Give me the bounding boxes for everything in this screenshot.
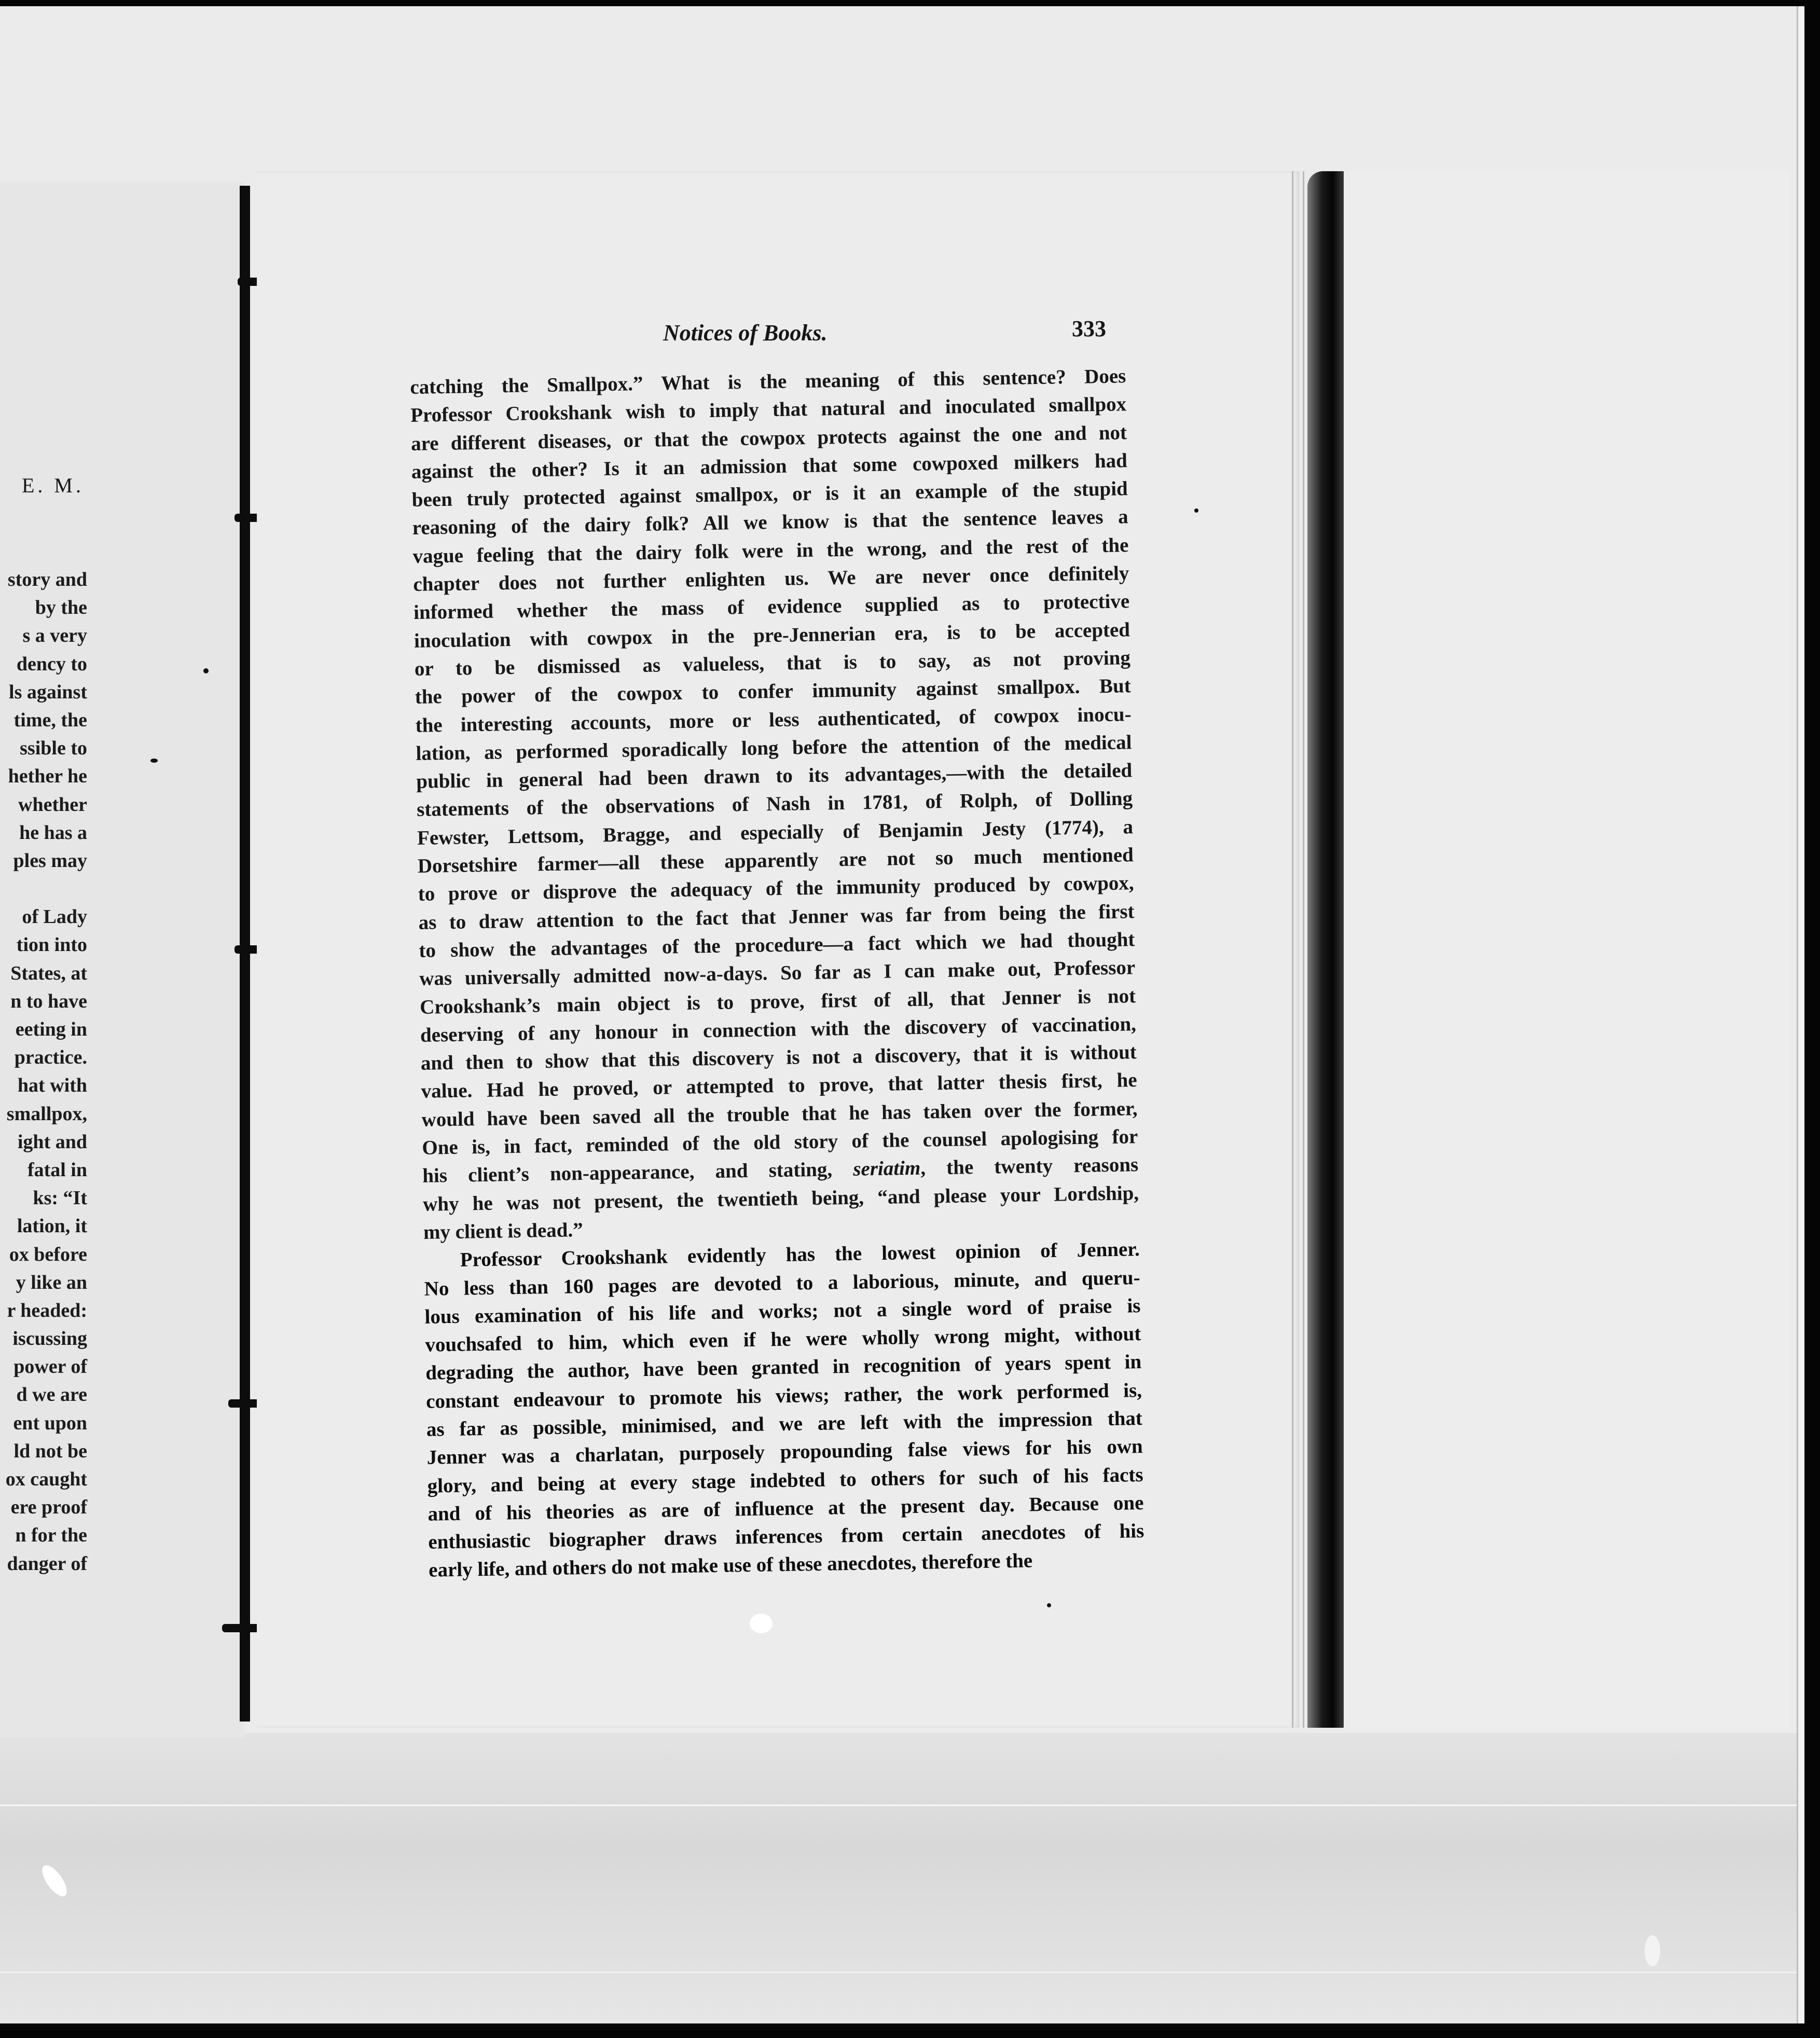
text-line: enthusiastic biographer draws inferences from certain anecdotes of his bbox=[428, 1520, 1145, 1553]
scanner-bed-line bbox=[0, 1805, 1804, 1806]
scanner-bed-band bbox=[0, 1733, 1804, 2023]
book-spine-edge bbox=[1307, 171, 1344, 1728]
text-line: vague feeling that the dairy folk were in the wrong, and the rest of the bbox=[412, 534, 1129, 568]
previous-page-line: he has a bbox=[19, 821, 87, 844]
previous-page-line: ox before bbox=[9, 1243, 87, 1265]
text-line: Professor Crookshank wish to imply that natural and inoculated smallpox bbox=[410, 393, 1127, 427]
previous-page-line: story and bbox=[7, 569, 87, 590]
text-line: vouchsafed to him, which even if he were wholly wrong might, without bbox=[425, 1323, 1141, 1356]
text-line: against the other? Is it an admission that some cowpoxed milkers had bbox=[411, 449, 1128, 483]
previous-page-line: ks: “It bbox=[33, 1187, 87, 1209]
previous-page-line: d we are bbox=[16, 1384, 87, 1406]
text-line: glory, and being at every stage indebted to others for such of his facts bbox=[427, 1463, 1143, 1497]
text-line: public in general had been drawn to its advantages,—with the detailed bbox=[416, 759, 1133, 793]
scan-speck bbox=[1645, 1935, 1660, 1966]
text-line: lation, as performed sporadically long before the attention of the medical bbox=[416, 731, 1132, 765]
text-line: why he was not present, the twentieth being, “and please your Lordship, bbox=[422, 1181, 1139, 1216]
text-line: One is, in fact, reminded of the old story of the counsel apologising for bbox=[422, 1125, 1138, 1159]
frame-edge-right bbox=[1804, 0, 1820, 2038]
text-line: informed whether the mass of evidence supplied as to protective bbox=[413, 590, 1130, 624]
text-line: statements of the observations of Nash in 1781, of Rolph, of Dolling bbox=[416, 787, 1133, 821]
text-line: deserving of any honour in connection with the discovery of vaccination, bbox=[420, 1012, 1137, 1046]
text-line: the interesting accounts, more or less authenticated, of cowpox inocu- bbox=[415, 703, 1132, 737]
previous-page-line: ent upon bbox=[13, 1412, 87, 1434]
previous-page-line: n for the bbox=[15, 1524, 87, 1547]
previous-page-line: eeting in bbox=[15, 1018, 87, 1040]
previous-page-line: dency to bbox=[16, 653, 87, 675]
scan-speck bbox=[750, 1614, 773, 1633]
text-line: value. Had he proved, or attempted to prove, that latter thesis first, he bbox=[421, 1069, 1137, 1103]
text-line: was universally admitted now-a-days. So far as I can make out, Professor bbox=[419, 956, 1136, 990]
running-head: Notices of Books. bbox=[663, 320, 828, 346]
previous-page-line: practice. bbox=[14, 1046, 87, 1069]
previous-page-line: power of bbox=[13, 1356, 87, 1378]
text-line: my client is dead.” bbox=[423, 1218, 583, 1244]
binding-gutter bbox=[240, 186, 250, 1722]
previous-page-line: y like an bbox=[16, 1271, 87, 1293]
previous-page-line: ssible to bbox=[20, 737, 87, 760]
text-line: Dorsetshire farmer—all these apparently are not so much mentioned bbox=[417, 844, 1134, 877]
text-line: reasoning of the dairy folk? All we know is that the sentence leaves a bbox=[412, 505, 1128, 540]
page-number: 333 bbox=[1072, 316, 1106, 341]
text-line: his client’s non-appearance, and stating, seriatim, the twenty reasons bbox=[422, 1153, 1139, 1188]
text-line: chapter does not further enlighten us. We are never once definitely bbox=[413, 562, 1129, 596]
text-line: degrading the author, have been granted in recognition of years spent in bbox=[425, 1351, 1142, 1385]
previous-page-line: iscussing bbox=[12, 1328, 87, 1350]
previous-page-line: hat with bbox=[17, 1075, 87, 1097]
text-line: No less than 160 pages are devoted to a laborious, minute, and queru- bbox=[424, 1266, 1140, 1300]
scan-edge bbox=[1797, 0, 1804, 2023]
text-line: Crookshank’s main object is to prove, first of all, that Jenner is not bbox=[419, 984, 1136, 1018]
previous-page-line: by the bbox=[35, 597, 87, 619]
previous-page-running-head: E. M. bbox=[22, 474, 84, 497]
text-line: Jenner was a charlatan, purposely propounding false views for his own bbox=[426, 1435, 1143, 1469]
body-text bbox=[410, 362, 1145, 1585]
scanner-bed-line bbox=[0, 1972, 1804, 1973]
text-line: lous examination of his life and works; not a single word of praise is bbox=[424, 1294, 1141, 1328]
previous-page-line bbox=[0, 875, 87, 903]
ink-dot bbox=[150, 759, 158, 763]
frame-edge-top bbox=[0, 0, 1820, 6]
text-line: as far as possible, minimised, and we are left with the impression that bbox=[426, 1407, 1143, 1441]
text-line: and of his theories as are of influence at the present day. Because one bbox=[428, 1491, 1144, 1525]
text-line: Professor Crookshank evidently has the lowest opinion of Jenner. bbox=[460, 1238, 1140, 1271]
text-line: the power of the cowpox to confer immunity against smallpox. But bbox=[415, 674, 1131, 709]
previous-page-line: s a very bbox=[22, 625, 87, 647]
text-line: or to be dismissed as valueless, that is to say, as not proving bbox=[414, 646, 1131, 680]
text-line: would have been saved all the trouble that he has taken over the former, bbox=[421, 1097, 1138, 1131]
previous-page-line: ere proof bbox=[10, 1496, 87, 1519]
text-line: and then to show that this discovery is not a discovery, that it is without bbox=[420, 1041, 1137, 1075]
previous-page-line: tion into bbox=[16, 934, 87, 956]
text-line: to show the advantages of the procedure—a fact which we had thought bbox=[419, 928, 1135, 962]
previous-page-line: hether he bbox=[8, 765, 87, 788]
previous-page-line: ld not be bbox=[13, 1440, 87, 1462]
previous-page-line: n to have bbox=[10, 990, 87, 1012]
ink-dot bbox=[1194, 508, 1198, 513]
previous-page-line: time, the bbox=[13, 709, 87, 731]
ink-dot bbox=[1047, 1603, 1051, 1607]
previous-page-line: ples may bbox=[13, 849, 87, 872]
previous-page-line: r headed: bbox=[7, 1299, 87, 1321]
ink-dot bbox=[203, 668, 209, 673]
previous-page-line: of Lady bbox=[22, 906, 87, 928]
previous-page-line: whether bbox=[18, 793, 87, 816]
previous-page-text-fragments bbox=[0, 566, 87, 1578]
text-line: been truly protected against smallpox, or is it an example of the stupid bbox=[411, 477, 1128, 512]
text-line: Fewster, Lettsom, Bragge, and especially of Benjamin Jesty (1774), a bbox=[417, 815, 1134, 849]
page-edges bbox=[1292, 171, 1304, 1728]
text-line: are different diseases, or that the cowpox protects against the one and not bbox=[410, 421, 1127, 455]
previous-page-line: ls against bbox=[9, 681, 87, 703]
previous-page-line: ox caught bbox=[5, 1468, 87, 1490]
text-line: as to draw attention to the fact that Jenner was far from being the first bbox=[418, 900, 1135, 934]
text-line: constant endeavour to promote his views; rather, the work performed is, bbox=[425, 1379, 1142, 1413]
previous-page-line: States, at bbox=[10, 962, 87, 984]
previous-page-line: smallpox, bbox=[6, 1103, 87, 1125]
text-line: early life, and others do not make use of these anecdotes, therefore the bbox=[428, 1549, 1033, 1582]
frame-edge-bottom bbox=[0, 2023, 1820, 2038]
text-line: catching the Smallpox.” What is the meaning of this sentence? Does bbox=[410, 365, 1126, 398]
previous-page-line: ight and bbox=[17, 1131, 87, 1153]
previous-page-line: danger of bbox=[7, 1552, 87, 1575]
blank-backing-sheet bbox=[1344, 171, 1790, 1728]
text-line: to prove or disprove the adequacy of the immunity produced by cowpox, bbox=[418, 872, 1134, 906]
previous-page-line: lation, it bbox=[17, 1215, 87, 1237]
text-line: inoculation with cowpox in the pre-Jennerian era, is to be accepted bbox=[413, 618, 1130, 652]
previous-page-line: fatal in bbox=[27, 1159, 87, 1181]
